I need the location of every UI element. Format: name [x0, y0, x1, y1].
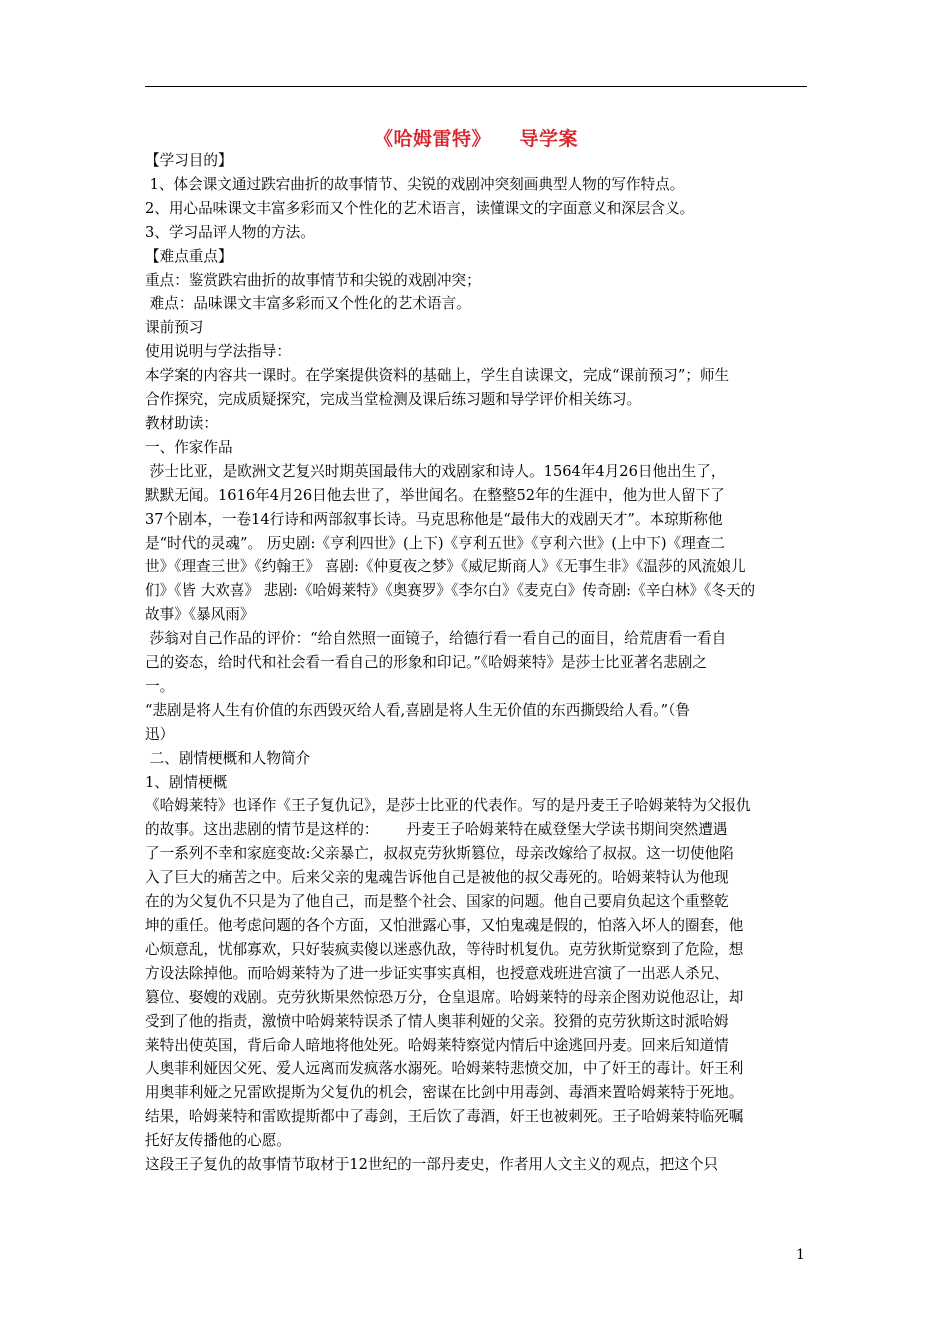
text-line: 莱特出使英国，背后命人暗地将他处死。哈姆莱特察觉内情后中途逃回丹麦。回来后知道情: [145, 1036, 729, 1054]
text-line: 己的姿态，给时代和社会看一看自己的形象和印记。”《哈姆莱特》是莎士比亚著名悲剧之: [145, 654, 708, 672]
text-line: 重点：鉴赏跌宕曲折的故事情节和尖锐的戏剧冲突；: [145, 271, 481, 289]
text-line: 《哈姆莱特》也译作《王子复仇记》，是莎士比亚的代表作。写的是丹麦王子哈姆莱特为父报仇: [145, 797, 751, 815]
text-line: 的故事。这出悲剧的情节是这样的： 丹麦王子哈姆莱特在威登堡大学读书期间突然遭遇: [145, 821, 728, 839]
text-line: 1、体会课文通过跌宕曲折的故事情节、尖锐的戏剧冲突刻画典型人物的写作特点。: [145, 175, 685, 193]
text-line: 迅）: [145, 725, 175, 743]
text-line: 使用说明与学法指导：: [145, 343, 291, 361]
text-line: 合作探究，完成质疑探究，完成当堂检测及课后练习题和导学评价相关练习。: [145, 391, 642, 409]
header-rule: [145, 86, 807, 87]
text-line: 莎士比亚，是欧洲文艺复兴时期英国最伟大的戏剧家和诗人。1564年4月26日他出生了，: [145, 462, 726, 480]
text-line: 难点：品味课文丰富多彩而又个性化的艺术语言。: [145, 295, 471, 313]
text-line: “悲剧是将人生有价值的东西毁灭给人看,喜剧是将人生无价值的东西撕毁给人看。”（鲁: [145, 701, 690, 719]
text-line: 故事》《暴风雨》: [145, 606, 255, 624]
text-line: 37个剧本，一卷14行诗和两部叙事长诗。马克思称他是“最伟大的戏剧天才”。本琼斯称他: [145, 510, 723, 528]
text-line: 默默无闻。1616年4月26日他去世了，举世闻名。在整整52年的生涯中，他为世人留下了: [145, 486, 725, 504]
text-line: 托好友传播他的心愿。: [145, 1132, 291, 1150]
section-heading: 【学习目的】: [145, 152, 233, 169]
text-line: 世》《理查三世》《约翰王》 喜剧:《仲夏夜之梦》《威尼斯商人》《无事生非》《温莎的风流娘儿: [145, 558, 746, 576]
page-number: 1: [796, 1247, 805, 1263]
text-line: 是“时代的灵魂”。 历史剧:《亨利四世》(上下)《亨利五世》《亨利六世》(上中下)《理查二: [145, 534, 725, 552]
document-body: [145, 149, 810, 1177]
text-line: 一、作家作品: [145, 438, 233, 456]
text-line: 心烦意乱，忧郁寡欢，只好装疯卖傻以迷惑仇敌，等待时机复仇。克劳狄斯觉察到了危险，想: [145, 940, 744, 958]
text-line: 了一系列不幸和家庭变故:父亲暴亡，叔叔克劳狄斯篡位，母亲改嫁给了叔叔。这一切使他陷: [145, 845, 734, 863]
text-line: 本学案的内容共一课时。在学案提供资料的基础上，学生自读课文，完成“课前预习”；师生: [145, 367, 730, 385]
text-line: 坤的重任。他考虑问题的各个方面，又怕泄露心事，又怕鬼魂是假的，怕落入坏人的圈套，他: [145, 917, 744, 934]
text-line: 入了巨大的痛苦之中。后来父亲的鬼魂告诉他自己是被他的叔父毒死的。哈姆莱特认为他现: [145, 869, 729, 887]
text-line: 篡位、娶嫂的戏剧。克劳狄斯果然惊恐万分，仓皇退席。哈姆莱特的母亲企图劝说他忍让，却: [145, 988, 744, 1006]
page-title: 《哈姆雷特》 导学案: [374, 128, 578, 150]
text-line: 这段王子复仇的故事情节取材于12世纪的一部丹麦史，作者用人文主义的观点，把这个只: [145, 1156, 719, 1174]
text-line: 方设法除掉他。而哈姆莱特为了进一步证实事实真相，也授意戏班进宫演了一出恶人杀兄、: [145, 964, 729, 982]
section-heading: 【难点重点】: [145, 247, 233, 265]
text-line: 3、学习品评人物的方法。: [145, 223, 315, 241]
text-line: 人奥菲利娅因父死、爱人远离而发疯落水溺死。哈姆莱特悲愤交加，中了奸王的毒计。奸王利: [145, 1060, 744, 1078]
text-line: 1、剧情梗概: [145, 773, 228, 791]
text-line: 二、剧情梗概和人物简介: [145, 749, 311, 767]
text-line: 用奥菲利娅之兄雷欧提斯为父复仇的机会，密谋在比剑中用毒剑、毒酒来置哈姆莱特于死地。: [145, 1084, 744, 1102]
text-line: 2、用心品味课文丰富多彩而又个性化的艺术语言，读懂课文的字面意义和深层含义。: [145, 199, 695, 217]
text-line: 受到了他的指责，激愤中哈姆莱特误杀了情人奥菲利娅的父亲。狡猾的克劳狄斯这时派哈姆: [145, 1012, 729, 1030]
text-line: 一。: [145, 677, 175, 695]
text-line: 在的为父复仇不只是为了他自己，而是整个社会、国家的问题。他自己要肩负起这个重整乾: [145, 893, 729, 911]
text-line: 结果，哈姆莱特和雷欧提斯都中了毒剑，王后饮了毒酒，奸王也被刺死。王子哈姆莱特临死嘱: [145, 1108, 744, 1126]
text-line: 课前预习: [145, 319, 204, 337]
text-line: 们》《皆 大欢喜》 悲剧:《哈姆莱特》《奥赛罗》《李尔白》《麦克白》传奇剧:《辛白林》《冬天的: [145, 582, 756, 600]
text-line: 莎翁对自己作品的评价：“给自然照一面镜子，给德行看一看自己的面目，给荒唐看一看自: [145, 630, 727, 648]
text-line: 教材助读：: [145, 414, 218, 432]
